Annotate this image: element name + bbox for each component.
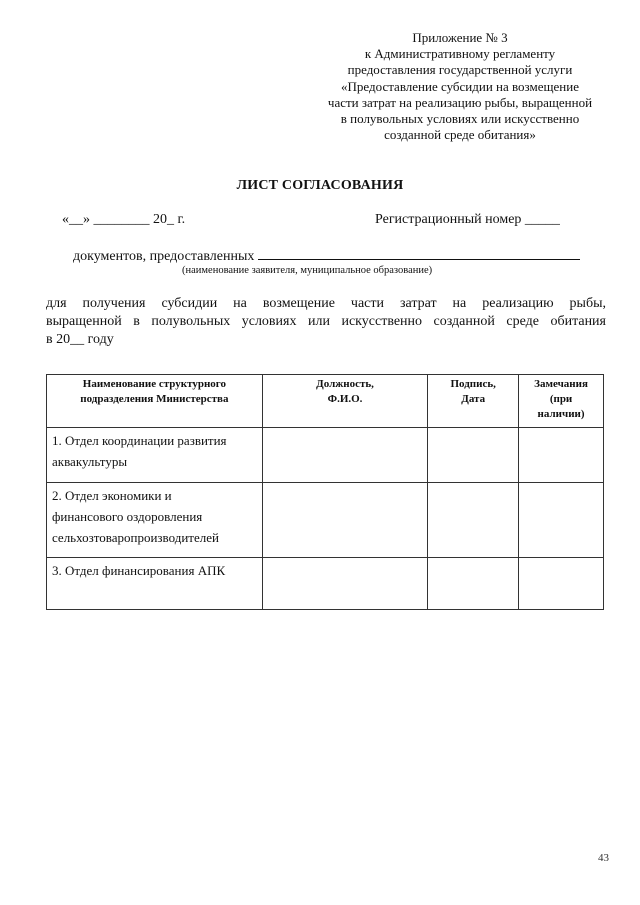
department-cell: 1. Отдел координации развития аквакультуры [47,428,263,483]
page-number: 43 [598,852,609,864]
appendix-line: предоставления государственной услуги [347,62,573,78]
department-cell: 3. Отдел финансирования АПК [47,558,263,610]
position-cell[interactable] [262,483,427,558]
signature-cell[interactable] [428,483,519,558]
remarks-cell[interactable] [519,483,604,558]
purpose-paragraph [46,295,606,349]
header-signature: Подпись, Дата [428,375,519,428]
signature-cell[interactable] [428,558,519,610]
date-line: «__» ________ 20_ г. [62,212,186,227]
appendix-line: «Предоставление субсидии на возмещение [341,78,579,94]
appendix-line: к Административному регламенту [364,46,556,62]
appendix-line: Приложение № 3 [412,30,508,45]
appendix-line: созданной среде обитания» [384,127,536,143]
table-row [47,483,604,558]
table-header-row [47,375,604,428]
header-remarks: Замечания (при наличии) [519,375,604,428]
header-department: Наименование структурного подразделения Министерства [47,375,263,428]
applicant-underline [258,247,580,260]
documents-note: (наименование заявителя, муниципальное образование) [182,265,433,276]
appendix-line: части затрат на реализацию рыбы, выращенной [327,94,593,110]
documents-label: документов, предоставленных [73,249,255,264]
documents-line [73,247,580,265]
position-cell[interactable] [262,428,427,483]
appendix-line: в полувольных условиях или искусственно [340,111,580,127]
approval-table [46,374,604,610]
table-row [47,558,604,610]
department-cell: 2. Отдел экономики и финансового оздоровления сельхозтоваропроизводителей [47,483,263,558]
table-row [47,428,604,483]
registration-number-line: Регистрационный номер _____ [375,212,560,227]
purpose-line: для получения субсидии на возмещение части затрат на реализацию рыбы, [46,296,606,311]
header-position: Должность, Ф.И.О. [262,375,427,428]
signature-cell[interactable] [428,428,519,483]
document-title: ЛИСТ СОГЛАСОВАНИЯ [236,178,404,193]
appendix-header [300,30,620,143]
remarks-cell[interactable] [519,558,604,610]
purpose-line: в 20__ году [46,332,114,347]
remarks-cell[interactable] [519,428,604,483]
purpose-line: выращенной в полувольных условиях или искусственно созданной среде обитания [46,314,606,329]
position-cell[interactable] [262,558,427,610]
